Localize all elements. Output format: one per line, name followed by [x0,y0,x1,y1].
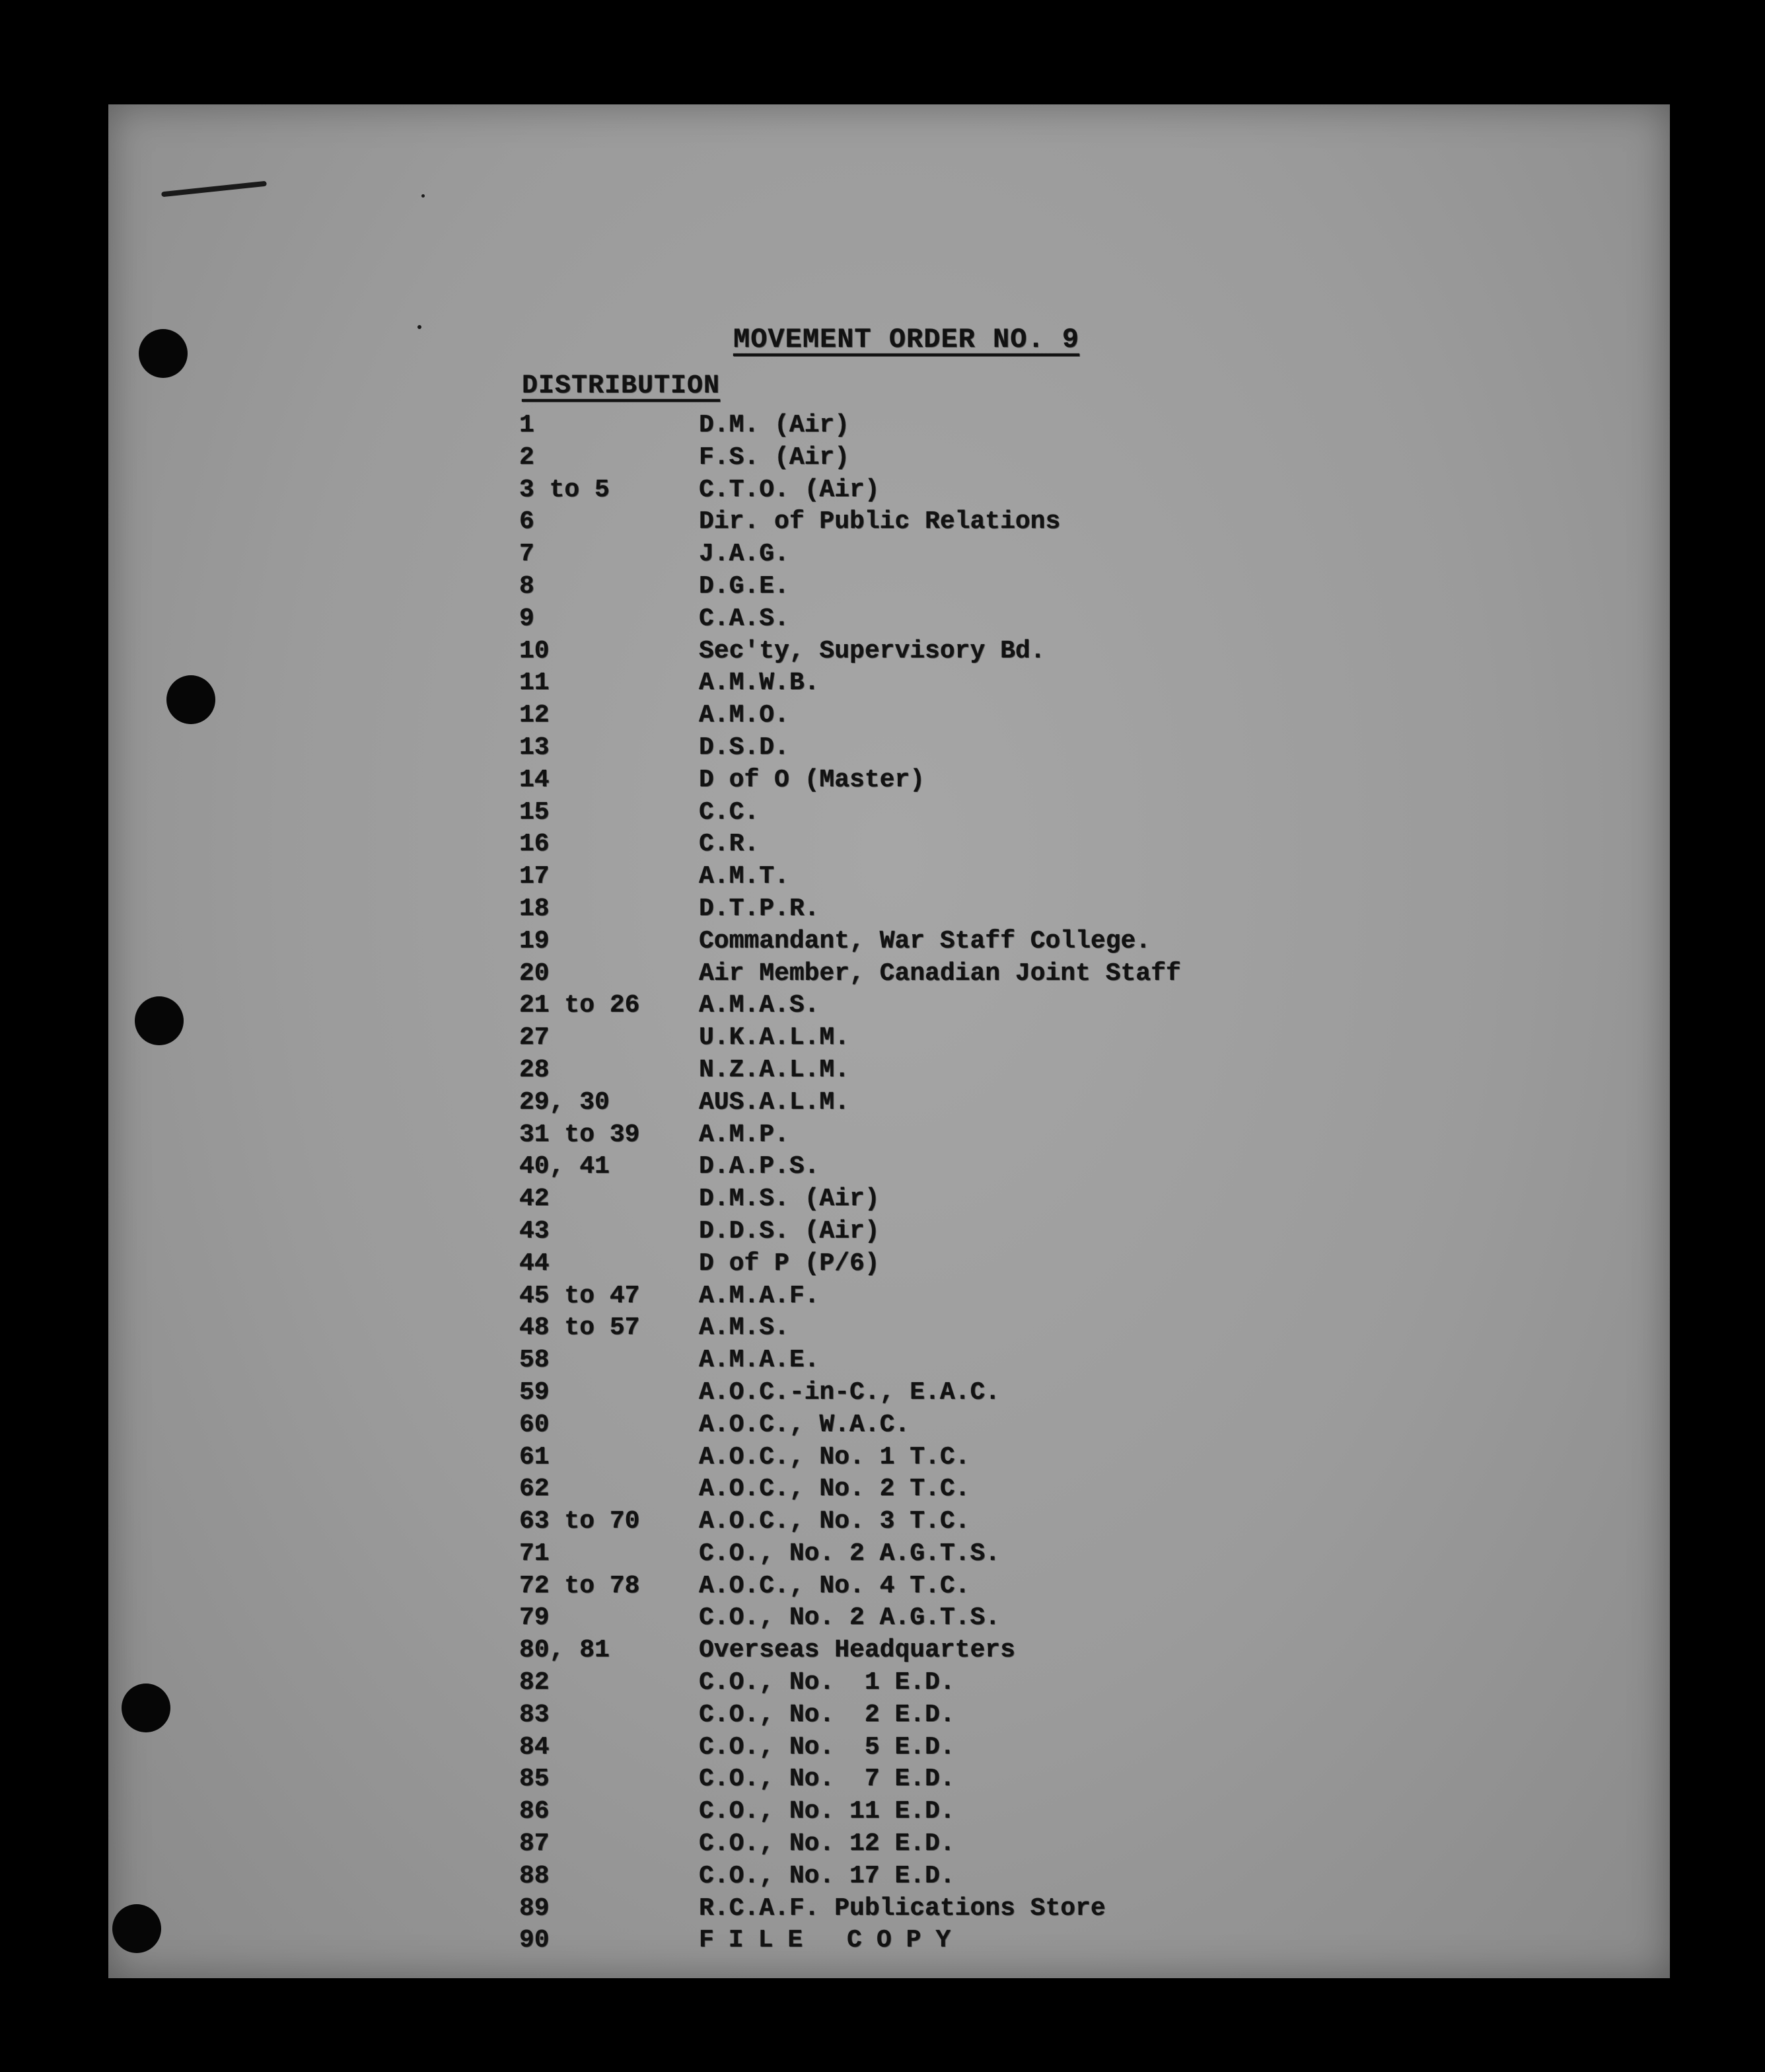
distribution-row [519,1185,1312,1217]
copy-number: 6 [519,507,534,536]
distribution-row [519,1314,1312,1346]
distribution-row [519,1894,1312,1927]
distribution-row [519,1862,1312,1894]
document-title: MOVEMENT ORDER NO. 9 [733,324,1080,355]
copy-number: 62 [519,1475,550,1504]
recipient: C.O., No. 1 E.D. [699,1668,955,1697]
copy-number: 31 to 39 [519,1120,640,1149]
copy-number: 79 [519,1604,550,1633]
copy-number: 10 [519,636,550,665]
copy-number: 15 [519,797,550,827]
recipient: Air Member, Canadian Joint Staff [699,959,1181,988]
copy-number: 82 [519,1668,550,1697]
recipient: C.O., No. 17 E.D. [699,1861,955,1890]
recipient: C.T.O. (Air) [699,475,880,504]
recipient: AUS.A.L.M. [699,1088,850,1117]
distribution-row [519,1411,1312,1443]
distribution-row [519,766,1312,798]
distribution-row [519,1121,1312,1153]
copy-number: 89 [519,1894,550,1923]
distribution-row [519,1797,1312,1830]
distribution-row [519,959,1312,992]
copy-number: 17 [519,862,550,891]
recipient: A.O.C., No. 4 T.C. [699,1571,970,1600]
recipient: D.M.S. (Air) [699,1185,880,1214]
recipient: Sec'ty, Supervisory Bd. [699,636,1046,665]
copy-number: 7 [519,540,534,569]
recipient: A.M.O. [699,701,789,730]
copy-number: 21 to 26 [519,991,640,1020]
distribution-row [519,1830,1312,1862]
recipient: A.O.C., No. 3 T.C. [699,1507,970,1536]
distribution-row [519,1475,1312,1507]
copy-number: 71 [519,1539,550,1568]
copy-number: 29, 30 [519,1088,610,1117]
recipient: D.A.P.S. [699,1152,820,1181]
punch-hole-4 [122,1684,170,1732]
recipient: C.O., No. 2 A.G.T.S. [699,1604,1001,1633]
distribution-row [519,1443,1312,1475]
copy-number: 9 [519,604,534,633]
recipient: Dir. of Public Relations [699,507,1061,536]
recipient: C.O., No. 5 E.D. [699,1732,955,1761]
recipient: N.Z.A.L.M. [699,1055,850,1084]
ink-dot [417,325,421,329]
distribution-row [519,1249,1312,1282]
copy-number: 2 [519,443,534,472]
distribution-row [519,669,1312,701]
recipient: A.O.C., W.A.C. [699,1410,910,1439]
distribution-list [519,411,1312,1958]
distribution-row [519,1572,1312,1604]
recipient: FILE COPY [699,1926,966,1955]
distribution-row [519,1056,1312,1088]
recipient: D.D.S. (Air) [699,1216,880,1245]
distribution-row [519,830,1312,862]
copy-number: 58 [519,1346,550,1375]
copy-number: 1 [519,411,534,439]
distribution-row [519,1604,1312,1636]
recipient: C.O., No. 12 E.D. [699,1830,955,1859]
distribution-row [519,1636,1312,1668]
copy-number: 88 [519,1861,550,1890]
recipient: C.O., No. 2 E.D. [699,1700,955,1729]
copy-number: 40, 41 [519,1152,610,1181]
distribution-row [519,443,1312,476]
distribution-row [519,701,1312,733]
copy-number: 48 to 57 [519,1314,640,1343]
recipient: J.A.G. [699,540,789,569]
distribution-row [519,927,1312,959]
copy-number: 8 [519,572,534,601]
recipient: A.O.C., No. 2 T.C. [699,1475,970,1504]
punch-hole-2 [166,675,215,724]
recipient: C.A.S. [699,604,789,633]
copy-number: 84 [519,1732,550,1761]
distribution-row [519,476,1312,508]
distribution-heading: DISTRIBUTION [522,371,721,401]
distribution-row [519,1926,1312,1958]
copy-number: 80, 81 [519,1636,610,1665]
recipient: D.S.D. [699,733,789,762]
recipient: D.G.E. [699,572,789,601]
recipient: C.O., No. 11 E.D. [699,1797,955,1826]
recipient: D of P (P/6) [699,1249,880,1278]
distribution-row [519,507,1312,540]
copy-number: 42 [519,1185,550,1214]
copy-number: 28 [519,1055,550,1084]
recipient: A.M.A.S. [699,991,820,1020]
copy-number: 60 [519,1410,550,1439]
ink-smudge [161,181,267,198]
recipient: F.S. (Air) [699,443,850,472]
distribution-row [519,605,1312,637]
distribution-row [519,991,1312,1023]
punch-hole-5 [112,1904,161,1953]
recipient: A.M.A.E. [699,1346,820,1375]
distribution-row [519,411,1312,443]
distribution-row [519,540,1312,572]
recipient: A.M.T. [699,862,789,891]
distribution-row [519,572,1312,605]
distribution-row [519,1088,1312,1121]
recipient: A.M.P. [699,1120,789,1149]
recipient: U.K.A.L.M. [699,1023,850,1053]
copy-number: 83 [519,1700,550,1729]
recipient: D of O (Master) [699,765,925,794]
copy-number: 87 [519,1830,550,1859]
copy-number: 27 [519,1023,550,1053]
copy-number: 85 [519,1765,550,1794]
recipient: A.M.W.B. [699,669,820,698]
copy-number: 44 [519,1249,550,1278]
recipient: A.M.S. [699,1314,789,1343]
distribution-row [519,1733,1312,1765]
recipient: C.C. [699,797,760,827]
distribution-row [519,1701,1312,1733]
recipient: C.O., No. 7 E.D. [699,1765,955,1794]
copy-number: 61 [519,1442,550,1471]
distribution-row [519,1539,1312,1572]
punch-hole-3 [135,996,184,1045]
recipient: R.C.A.F. Publications Store [699,1894,1106,1923]
distribution-row [519,733,1312,766]
distribution-row [519,637,1312,669]
recipient: Commandant, War Staff College. [699,926,1151,955]
copy-number: 45 to 47 [519,1281,640,1310]
distribution-row [519,1378,1312,1411]
copy-number: 63 to 70 [519,1507,640,1536]
distribution-row [519,862,1312,895]
copy-number: 14 [519,765,550,794]
copy-number: 43 [519,1216,550,1245]
punch-hole-1 [139,329,188,378]
copy-number: 12 [519,701,550,730]
distribution-row [519,1217,1312,1249]
copy-number: 86 [519,1797,550,1826]
distribution-row [519,798,1312,831]
distribution-row [519,1765,1312,1797]
recipient: C.R. [699,830,760,859]
distribution-row [519,1152,1312,1185]
recipient: A.O.C.-in-C., E.A.C. [699,1378,1001,1407]
copy-number: 20 [519,959,550,988]
copy-number: 90 [519,1926,550,1955]
copy-number: 18 [519,894,550,923]
distribution-row [519,1023,1312,1056]
copy-number: 72 to 78 [519,1571,640,1600]
copy-number: 59 [519,1378,550,1407]
distribution-row [519,1507,1312,1539]
distribution-row [519,1346,1312,1378]
copy-number: 13 [519,733,550,762]
copy-number: 19 [519,926,550,955]
recipient: A.O.C., No. 1 T.C. [699,1442,970,1471]
copy-number: 11 [519,669,550,698]
distribution-row [519,1282,1312,1314]
copy-number: 16 [519,830,550,859]
recipient: D.T.P.R. [699,894,820,923]
recipient: D.M. (Air) [699,411,850,439]
recipient: A.M.A.F. [699,1281,820,1310]
distribution-row [519,895,1312,927]
distribution-row [519,1668,1312,1701]
copy-number: 3 to 5 [519,475,610,504]
ink-dot [421,194,425,198]
recipient: Overseas Headquarters [699,1636,1015,1665]
recipient: C.O., No. 2 A.G.T.S. [699,1539,1001,1568]
